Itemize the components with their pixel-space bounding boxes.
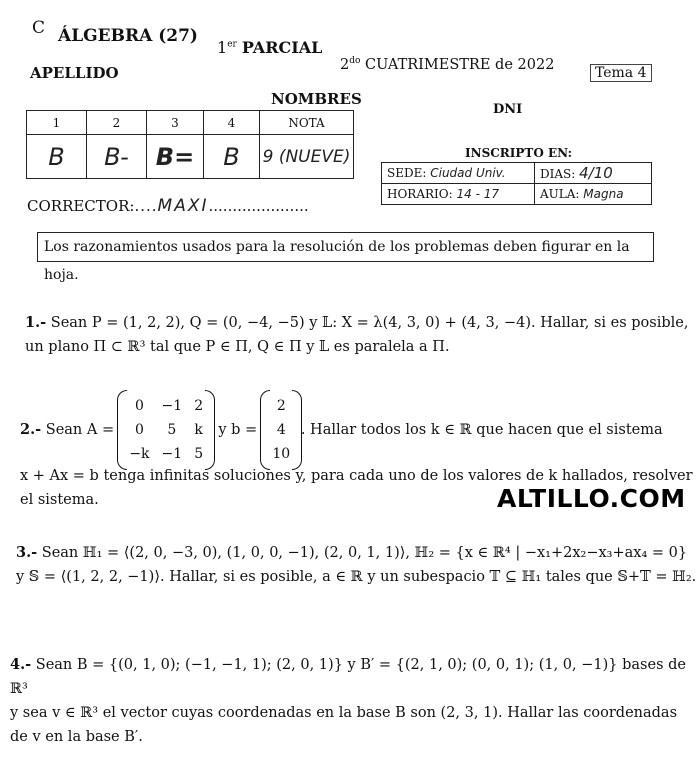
horario-value: 14 - 17 [456,187,499,201]
grade-value-3: B= [147,135,204,179]
dias-value: 4/10 [579,164,613,182]
aula-cell: AULA: Magna [535,184,652,205]
nombres-label: NOMBRES [271,90,362,108]
grade-value-1: B [27,135,87,179]
instructions-box: Los razonamientos usados para la resolución de los problemas deben figurar en la hoja. [37,232,654,262]
dni-label: DNI [493,102,523,117]
grade-value-4: B [204,135,260,179]
grade-header-nota: NOTA [260,111,354,135]
grade-header-2: 2 [87,111,147,135]
grade-value-nota: 9 (NUEVE) [260,135,354,179]
apellido-label: APELLIDO [30,64,119,82]
course-title: ÁLGEBRA (27) [58,26,198,46]
corner-letter: C [32,18,46,38]
inscripto-title: INSCRIPTO EN: [465,146,573,160]
inscripto-table [381,162,652,205]
problem-1: 1.- Sean P = (1, 2, 2), Q = (0, −4, −5) y 𝕃: X = λ(4, 3, 0) + (4, 3, −4). Hallar, si es posible, un plano Π ⊂ ℝ³ tal que P ∈ Π, Q ∈ Π y 𝕃 es paralela a Π. [25,314,689,355]
grade-header-4: 4 [204,111,260,135]
problem-4: 4.- Sean B = {(0, 1, 0); (−1, −1, 1); (2, 0, 1)} y B′ = {(2, 1, 0); (0, 0, 1); (1, 0, −1)} bases de ℝ³ y sea v ∈ ℝ³ el vector cuyas coordenadas en la base B son (2, 3, 1). Hallar las coordenadas de v en la base B′. [10,656,686,745]
horario-cell: HORARIO: 14 - 17 [382,184,535,205]
cuatrimestre-label: $2^{do}$ CUATRIMESTRE de 2022 [340,56,555,73]
matrix-a: 0 −1 2 0 5 k −k −1 5 [123,394,209,466]
grade-value-2: B- [87,135,147,179]
tema-box: Tema 4 [590,64,652,82]
grades-table [26,110,354,179]
corrector-value: MAXI [157,196,209,216]
dias-cell: DIAS: 4/10 [535,163,652,184]
corrector-line: CORRECTOR:....MAXI..................... [27,196,309,216]
sede-value: Ciudad Univ. [430,166,506,180]
vector-b: 2 4 10 [266,394,296,466]
problem-2: 2.- Sean A = 0 −1 2 0 5 k −k −1 5 y b = 2 4 10 . Hallar todos los k ∈ ℝ que hacen que el sistema x + Ax = b tenga infinitas soluciones y, para cada uno de los valores de k hallados, resolver el sistema. [20,394,693,512]
grade-header-1: 1 [27,111,87,135]
parcial-label: 1er PARCIAL [217,38,323,57]
aula-value: Magna [583,187,624,201]
altillo-watermark: ALTILLO.COM [497,484,686,513]
sede-cell: SEDE: Ciudad Univ. [382,163,535,184]
grade-header-3: 3 [147,111,204,135]
problem-3: 3.- Sean ℍ₁ = ⟨(2, 0, −3, 0), (1, 0, 0, −1), (2, 0, 1, 1)⟩, ℍ₂ = {x ∈ ℝ⁴ | −x₁+2x₂−x₃+ax₄ = 0} y 𝕊 = ⟨(1, 2, 2, −1)⟩. Hallar, si es posible, a ∈ ℝ y un subespacio 𝕋 ⊆ ℍ₁ tales que 𝕊+𝕋 = ℍ₂. [16,544,697,585]
